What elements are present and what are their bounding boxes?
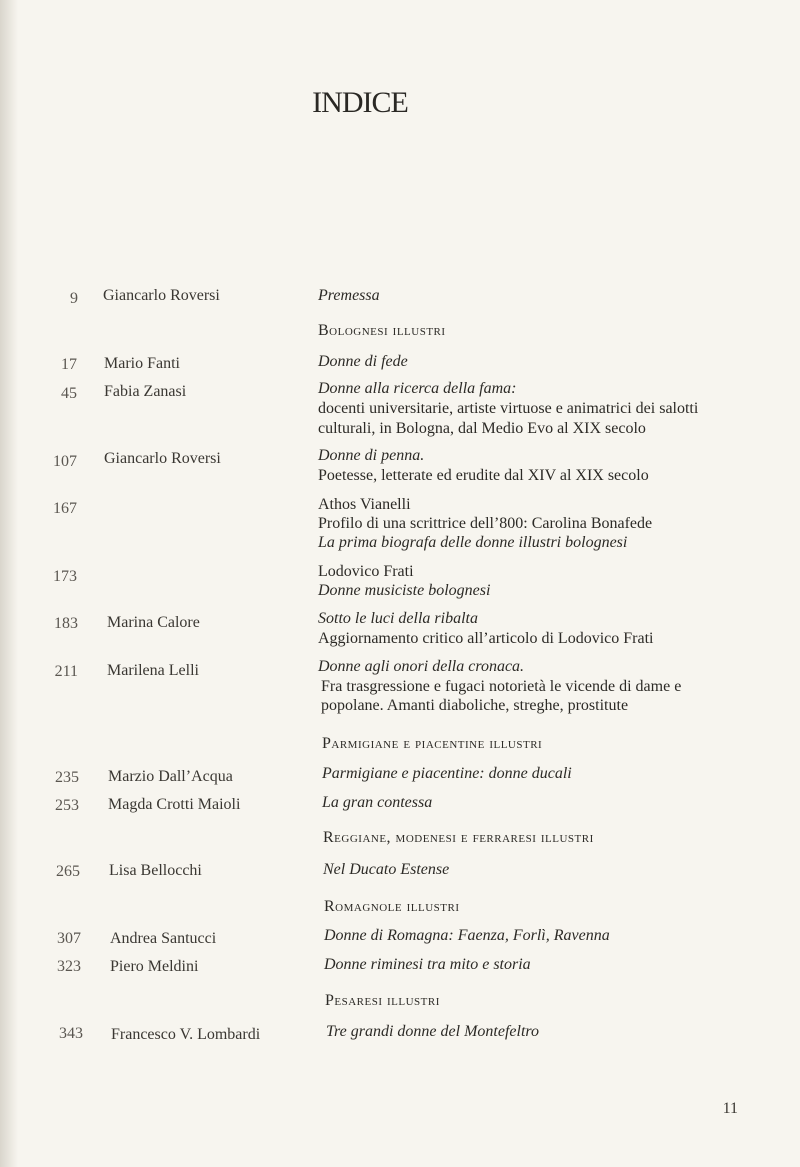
author: Piero Meldini bbox=[110, 958, 199, 975]
entry-title: La gran contessa bbox=[322, 794, 433, 811]
author: Magda Crotti Maioli bbox=[108, 796, 241, 813]
author: Giancarlo Roversi bbox=[104, 450, 221, 467]
entry-subtitle: Profilo di una scrittrice dell’800: Carolina Bonafede bbox=[318, 515, 653, 532]
entry-title: Donne musiciste bolognesi bbox=[318, 582, 491, 599]
section-heading: Romagnole illustri bbox=[324, 898, 460, 915]
page-title: INDICE bbox=[312, 86, 408, 119]
section-heading: Parmigiane e piacentine illustri bbox=[322, 735, 543, 752]
author: Giancarlo Roversi bbox=[103, 287, 220, 304]
page-ref: 235 bbox=[55, 769, 79, 786]
author: Francesco V. Lombardi bbox=[111, 1026, 261, 1043]
entry-title: Premessa bbox=[318, 287, 380, 304]
entry-title: Donne di fede bbox=[318, 353, 408, 370]
page-ref: 307 bbox=[57, 930, 81, 947]
page-ref: 253 bbox=[55, 797, 79, 814]
page-ref: 107 bbox=[53, 453, 77, 470]
page-edge-shadow bbox=[0, 0, 18, 1167]
entry-subtitle: Aggiornamento critico all’articolo di Lodovico Frati bbox=[318, 630, 654, 647]
entry-title: Sotto le luci della ribalta bbox=[318, 610, 478, 627]
author: Fabia Zanasi bbox=[104, 383, 187, 400]
author: Andrea Santucci bbox=[110, 930, 217, 947]
author: Lisa Bellocchi bbox=[109, 862, 202, 879]
entry-subtitle: culturali, in Bologna, dal Medio Evo al XIX secolo bbox=[318, 420, 646, 437]
entry-title: La prima biografa delle donne illustri bolognesi bbox=[318, 534, 628, 551]
section-heading: Pesaresi illustri bbox=[325, 992, 440, 1009]
page-number: 11 bbox=[722, 1100, 738, 1117]
entry-title: Parmigiane e piacentine: donne ducali bbox=[322, 765, 572, 782]
entry-title: Donne di penna. bbox=[318, 447, 425, 464]
entry-title: Donne riminesi tra mito e storia bbox=[324, 956, 531, 973]
author: Marilena Lelli bbox=[107, 662, 199, 679]
entry-title: Donne di Romagna: Faenza, Forlì, Ravenna bbox=[324, 927, 610, 944]
page-ref: 167 bbox=[53, 500, 77, 517]
author: Marzio Dall’Acqua bbox=[108, 768, 233, 785]
entry-subtitle: docenti universitarie, artiste virtuose e animatrici dei salotti bbox=[318, 400, 699, 417]
page-ref: 45 bbox=[61, 385, 77, 402]
entry-title: Tre grandi donne del Montefeltro bbox=[326, 1023, 540, 1040]
author: Mario Fanti bbox=[104, 355, 180, 372]
page-ref: 323 bbox=[57, 958, 81, 975]
page-ref: 183 bbox=[54, 615, 78, 632]
page-ref: 17 bbox=[61, 356, 77, 373]
page-ref: 9 bbox=[70, 290, 78, 307]
entry-author: Lodovico Frati bbox=[318, 563, 414, 580]
page-ref: 343 bbox=[59, 1025, 83, 1042]
page-ref: 173 bbox=[53, 568, 77, 585]
entry-subtitle: Fra trasgressione e fugaci notorietà le vicende di dame e bbox=[321, 678, 682, 695]
entry-title: Nel Ducato Estense bbox=[323, 861, 450, 878]
entry-title: Donne alla ricerca della fama: bbox=[318, 380, 517, 397]
entry-subtitle: Poetesse, letterate ed erudite dal XIV al XIX secolo bbox=[318, 467, 649, 484]
author: Marina Calore bbox=[107, 614, 200, 631]
entry-author: Athos Vianelli bbox=[318, 496, 411, 513]
page-ref: 265 bbox=[56, 863, 80, 880]
entry-subtitle: popolane. Amanti diaboliche, streghe, prostitute bbox=[321, 697, 629, 714]
section-heading: Bolognesi illustri bbox=[318, 322, 446, 339]
entry-title: Donne agli onori della cronaca. bbox=[318, 658, 525, 675]
page-ref: 211 bbox=[54, 663, 78, 680]
section-heading: Reggiane, modenesi e ferraresi illustri bbox=[323, 829, 594, 846]
